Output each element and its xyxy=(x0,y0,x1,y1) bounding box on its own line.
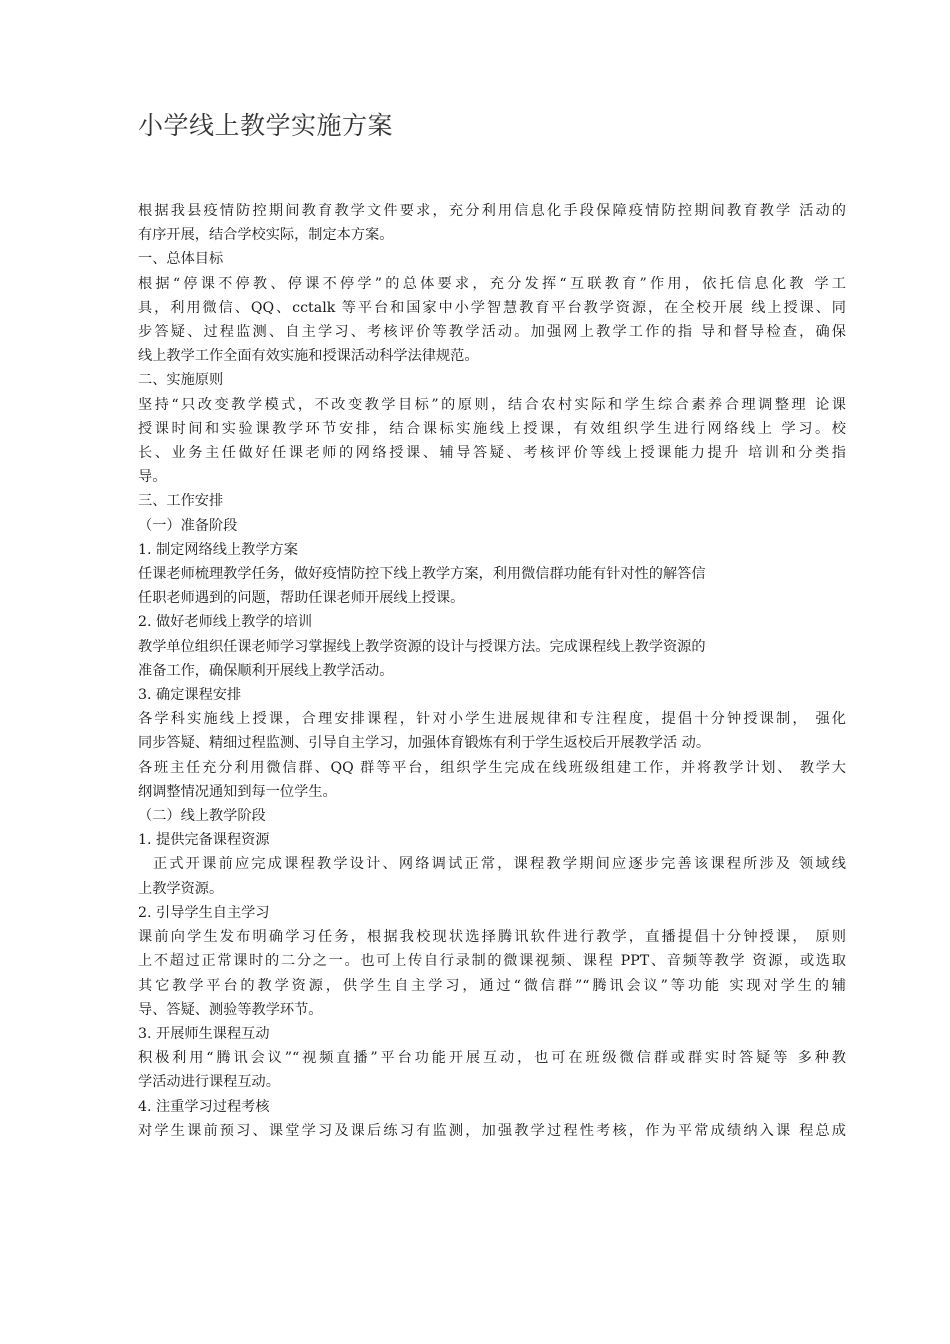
item-paragraph xyxy=(138,707,846,804)
text-line: 各班主任充分利用微信群、QQ 群等平台，组织学生完成在线班级组建工作，并将教学计划、 教学大 xyxy=(138,759,846,776)
text-line: 任职老师遇到的问题，帮助任课老师开展线上授课。 xyxy=(138,590,465,607)
item-heading: 4. 注重学习过程考核 xyxy=(138,1098,270,1115)
section-paragraph xyxy=(138,272,846,369)
text-line: 导、答疑、测验等教学环节。 xyxy=(138,1001,323,1018)
item-heading: 3. 确定课程安排 xyxy=(138,687,242,704)
subsection-heading: （二）线上教学阶段 xyxy=(138,808,266,825)
section-heading: 三、工作安排 xyxy=(138,493,224,510)
text-line: 长、业务主任做好任课老师的网络授课、辅导答疑、考核评价等线上授课能力提升 培训和分类指 xyxy=(138,445,846,462)
intro-paragraph xyxy=(138,199,846,247)
item-heading: 1. 提供完备课程资源 xyxy=(138,832,270,849)
text-line: 有序开展，结合学校实际，制定本方案。 xyxy=(138,227,394,244)
text-line: 各学科实施线上授课，合理安排课程，针对小学生进展规律和专注程度，提倡十分钟授课制， 强化 xyxy=(138,711,846,728)
text-line: 导。 xyxy=(138,469,167,486)
item-paragraph xyxy=(138,1046,846,1094)
section-paragraph xyxy=(138,393,846,490)
subsection-heading: （一）准备阶段 xyxy=(138,517,238,534)
text-line: 学活动进行课程互动。 xyxy=(138,1074,280,1091)
text-line: 授课时间和实验课教学环节安排，结合课标实施线上授课，有效组织学生进行网络线上 学习。校 xyxy=(138,420,846,437)
item-heading: 2. 引导学生自主学习 xyxy=(138,904,270,921)
text-line: 坚持“只改变教学模式，不改变教学目标”的原则，结合农村实际和学生综合素养合理调整理 论课 xyxy=(138,396,846,413)
item-heading: 2. 做好老师线上教学的培训 xyxy=(138,614,313,631)
section-heading: 一、总体目标 xyxy=(138,251,224,268)
text-line: 课前向学生发布明确学习任务，根据我校现状选择腾讯软件进行教学，直播提倡十分钟授课， 原则 xyxy=(138,929,846,946)
text-line: 对学生课前预习、课堂学习及课后练习有监测，加强教学过程性考核，作为平常成绩纳入课 程总成 xyxy=(138,1122,846,1139)
text-line: 步答疑、过程监测、自主学习、考核评价等教学活动。加强网上教学工作的指 导和督导检查，确保 xyxy=(138,324,846,341)
text-line: 上教学资源。 xyxy=(138,880,224,897)
text-line: 同步答疑、精细过程监测、引导自主学习，加强体育锻炼有利于学生返校后开展教学活 动。 xyxy=(138,735,711,752)
text-line: 任课老师梳理教学任务，做好疫情防控下线上教学方案，利用微信群功能有针对性的解答信 xyxy=(138,566,706,583)
text-line: 纲调整情况通知到每一位学生。 xyxy=(138,783,337,800)
item-paragraph xyxy=(138,635,846,683)
text-line: 准备工作，确保顺利开展线上教学活动。 xyxy=(138,662,394,679)
item-heading: 3. 开展师生课程互动 xyxy=(138,1025,270,1042)
item-paragraph xyxy=(138,1119,846,1143)
text-line: 上不超过正常课时的二分之一。也可上传自行录制的微课视频、课程 PPT、音频等教学 资源，或选取 xyxy=(138,953,846,970)
item-paragraph xyxy=(138,562,846,610)
item-paragraph xyxy=(138,925,846,1022)
document-body xyxy=(138,199,846,1143)
item-paragraph xyxy=(138,852,846,900)
text-line: 积极利用“腾讯会议”“视频直播”平台功能开展互动，也可在班级微信群或群实时答疑等 多种教 xyxy=(138,1050,846,1067)
text-line: 其它教学平台的教学资源，供学生自主学习，通过“微信群”“腾讯会议”等功能 实现对学生的辅 xyxy=(138,977,846,994)
text-line: 根据“停课不停教、停课不停学”的总体要求，充分发挥“互联教育”作用，依托信息化教 学工 xyxy=(138,275,846,292)
section-heading: 二、实施原则 xyxy=(138,372,224,389)
text-line: 具，利用微信、QQ、cctalk 等平台和国家中小学智慧教育平台教学资源，在全校开展 线上授课、同 xyxy=(138,299,846,316)
text-line: 教学单位组织任课老师学习掌握线上教学资源的设计与授课方法。完成课程线上教学资源的 xyxy=(138,638,706,655)
document-title: 小学线上教学实施方案 xyxy=(138,111,394,140)
text-line: 正式开课前应完成课程教学设计、网络调试正常，课程教学期间应逐步完善该课程所涉及 领域线 xyxy=(153,856,846,873)
text-line: 线上教学工作全面有效实施和授课活动科学法律规范。 xyxy=(138,348,479,365)
text-line: 根据我县疫情防控期间教育教学文件要求，充分利用信息化手段保障疫情防控期间教育教学 活动的 xyxy=(138,203,846,219)
item-heading: 1. 制定网络线上教学方案 xyxy=(138,541,298,558)
